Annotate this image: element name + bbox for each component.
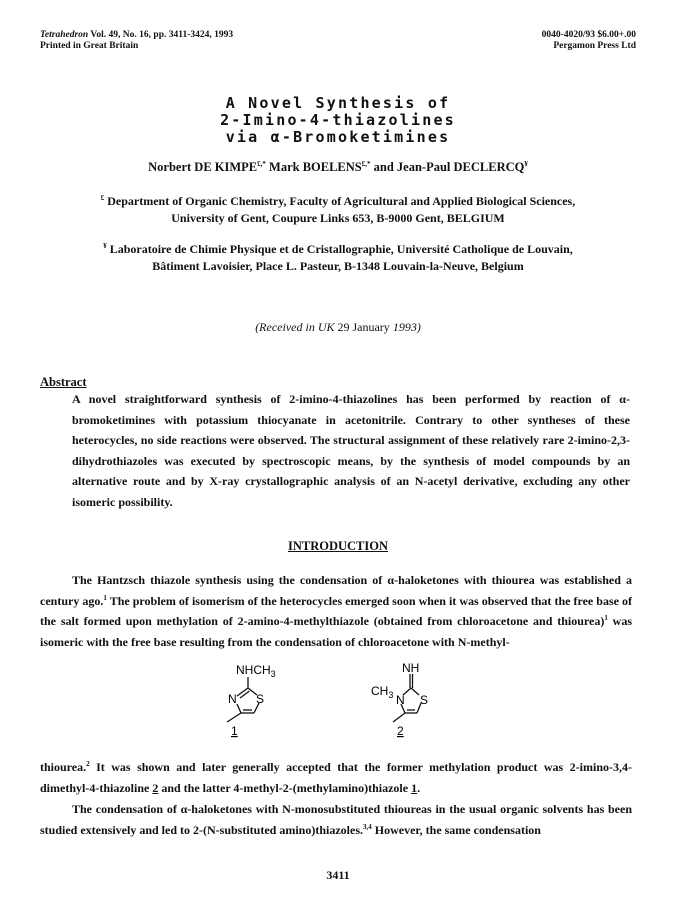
s2-imino: NH <box>402 661 420 675</box>
ref-3-4: 3,4 <box>363 822 372 831</box>
intro-p1-text-a: The Hantzsch thiazole synthesis using the condensation of α-haloketones with thiourea was established a century ago. <box>40 573 632 608</box>
page-number: 3411 <box>326 868 350 882</box>
s1-methyl-bond <box>227 713 241 722</box>
title-line-1: A Novel Synthesis of <box>225 94 451 112</box>
structure-figure <box>200 655 500 745</box>
author-list <box>0 160 676 175</box>
intro-p1-text-b: The problem of isomerism of the heterocycles emerged soon when it was observed that the free base of the salt formed upon methylation of 2-amino-4-methylthiazole (obtained from chloroacetone and thiourea) <box>40 593 632 629</box>
intro-p1-text-c: was isomeric with the free base resulting from the condensation of chloroacetone with N-methyl- <box>40 614 633 649</box>
affiliation-2 <box>0 241 676 275</box>
author-3: and Jean-Paul DECLERCQ <box>370 160 525 174</box>
s2-nitrogen: N <box>396 693 405 707</box>
intro-p2-text-b: It was shown and later generally accepted that the former methylation product was 2-imino-3,4-dimethyl-4-thiazoline <box>40 760 632 795</box>
author-2: Mark BOELENS <box>265 160 362 174</box>
publisher: Pergamon Press Ltd <box>553 41 636 51</box>
journal-citation <box>40 30 233 41</box>
author-1-mark: £,* <box>257 159 266 168</box>
journal-name: Tetrahedron <box>40 30 89 40</box>
author-2-mark: £,* <box>361 159 371 168</box>
affiliation-1-line-1 <box>0 193 676 210</box>
ref-1b: 1 <box>604 614 608 623</box>
intro-p2-text-a: thiourea. <box>40 760 87 774</box>
structure-1-label: 1 <box>231 724 238 738</box>
intro-paragraph-2 <box>40 757 632 798</box>
citation-text: Vol. 49, No. 16, pp. 3411-3424, 1993 <box>88 30 234 40</box>
intro-p2-text-d: . <box>417 780 421 795</box>
abstract-heading: Abstract <box>40 375 87 389</box>
s1-n3-c4-bond <box>237 704 241 713</box>
affiliation-1-line-2: University of Gent, Coupure Links 653, B-9000 Gent, BELGIUM <box>171 211 505 225</box>
structure-2-label: 2 <box>397 724 404 738</box>
s1-substituent: $NHCH_3$ <box>236 663 276 679</box>
affiliation-2-line-1 <box>0 241 676 258</box>
s2-n-methyl: $CH_3$ <box>371 684 394 700</box>
affiliation-2-text: Laboratoire de Chimie Physique et de Cristallographie, Université Catholique de Louvain, <box>106 242 573 256</box>
printed-in: Printed in Great Britain <box>40 41 139 51</box>
intro-p3-text-b: However, the same condensation <box>371 822 541 837</box>
compound-ref-1: 1 <box>411 780 418 795</box>
received-year: 1993) <box>392 320 421 334</box>
price-code: 0040-4020/93 $6.00+.00 <box>541 30 636 40</box>
affiliation-1-mark: £ <box>100 194 105 202</box>
affiliation-2-line-2: Bâtiment Lavoisier, Place L. Pasteur, B-1348 Louvain-la-Neuve, Belgium <box>152 259 524 273</box>
s2-c2-s1-bond <box>411 688 419 695</box>
author-3-mark: ¥ <box>524 159 528 168</box>
abstract-text: A novel straightforward synthesis of 2-imino-4-thiazolines has been performed by reaction of α-bromoketimines with potassium thiocyanate in acetonitrile. Contrary to other syntheses of these heterocycles, no side reactions were observed. The structural assignment of these relatively rare 2-imino-2,3-dihydrothiazoles was executed by spectroscopic means, by the synthesis of model compounds by an alternative route and by X-ray crystallographic analysis of an N-acetyl derivative, excluding any other isomeric possibility. <box>72 392 630 509</box>
affiliation-2-mark: ¥ <box>103 242 107 250</box>
s2-sulfur: S <box>420 693 429 707</box>
ref-1: 1 <box>103 593 107 602</box>
intro-paragraph-1 <box>40 570 632 652</box>
intro-p3-text-a: The condensation of α-haloketones with N-monosubstituted thioureas in the usual organic solvents has been studied extensively and led to 2-(N-substituted amino)thiazoles. <box>40 802 632 837</box>
title-line-2: 2-Imino-4-thiazolines <box>220 111 456 129</box>
s1-c2-n3-bond <box>237 688 248 696</box>
affiliation-1-text: Department of Organic Chemistry, Faculty of Agricultural and Applied Biological Sciences, <box>104 194 576 208</box>
compound-ref-2: 2 <box>152 780 159 795</box>
affiliation-1 <box>0 193 676 227</box>
introduction-heading: INTRODUCTION <box>287 539 388 553</box>
intro-p2-text-c: and the latter 4-methyl-2-(methylamino)thiazole <box>158 780 412 795</box>
received-prefix: (Received in UK <box>255 320 335 334</box>
ref-2: 2 <box>86 760 90 768</box>
intro-paragraph-3 <box>40 799 632 840</box>
author-1: Norbert DE KIMPE <box>148 160 258 174</box>
s1-nitrogen: N <box>228 692 237 706</box>
received-date <box>0 320 676 335</box>
received-day-month: 29 January <box>334 320 393 334</box>
s2-methyl-bond <box>393 713 405 722</box>
title-line-3: via α-Bromoketimines <box>225 128 451 146</box>
s1-sulfur: S <box>256 692 265 706</box>
